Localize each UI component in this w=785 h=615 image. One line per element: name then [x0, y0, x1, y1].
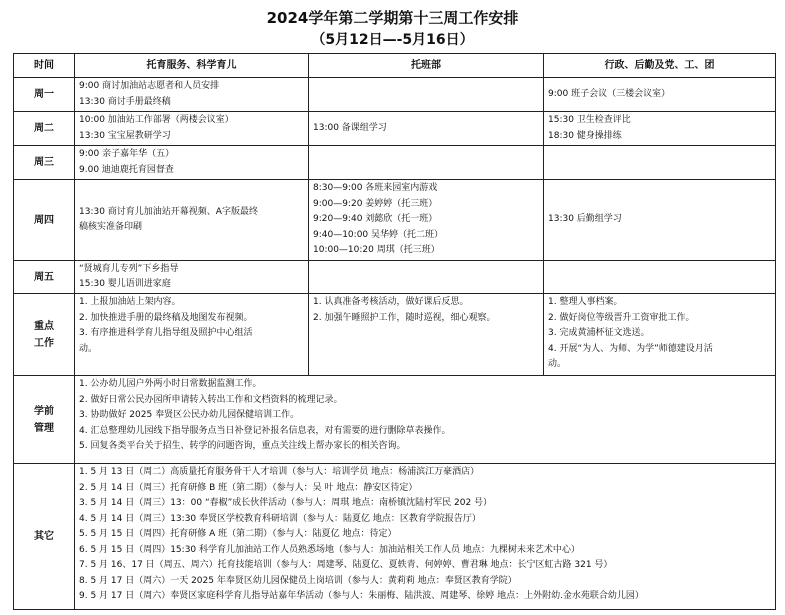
day-label: 周三: [14, 146, 75, 180]
page-title: 2024学年第二学期第十三周工作安排: [266, 9, 519, 27]
preschool-management-label: [14, 376, 75, 464]
thursday-admin-cell: [544, 180, 776, 261]
day-row-thursday: [14, 180, 776, 261]
other-item: 1. 5 月 13 日（周二）高质量托育服务骨干人才培训（参与人：培训学员 地点：杨浦滨江万豪酒店）: [79, 467, 480, 477]
preschool-label-bottom: 管理: [34, 422, 54, 434]
other-item: 9. 5 月 17 日（周六）奉贤区家庭科学育儿指导站嘉年华活动（参与人：朱丽梅、陆洪波、周建琴、徐婷 地点：上外附幼.金水苑联合幼儿园）: [79, 591, 644, 601]
preschool-item: 5. 回复各类平台关于招生、转学的问题咨询，重点关注线上帮办家长的相关咨询。: [79, 441, 406, 451]
focus-admin-cell: [544, 294, 776, 376]
schedule-entry: 稿核实准备印刷: [79, 222, 143, 232]
wednesday-childcare-cell: [75, 146, 309, 180]
schedule-entry: 9:00 班子会议（三楼会议室）: [548, 88, 671, 99]
schedule-entry: 13:30 商讨手册最终稿: [79, 96, 171, 107]
schedule-entry: 13:00 备课组学习: [313, 122, 387, 133]
day-row-friday: [14, 261, 776, 294]
focus-item: 2. 加强午睡照护工作，随时巡视，细心观察。: [313, 312, 496, 323]
preschool-label-top: 学前: [34, 405, 54, 417]
focus-nursery-cell: [309, 294, 544, 376]
schedule-entry: 9:40—10:00 吴华婷（托二班）: [313, 229, 444, 240]
focus-item: 2. 做好岗位等级晋升工资审批工作。: [548, 312, 695, 323]
focus-item: 3. 有序推进科学育儿指导组及照护中心组活: [79, 328, 253, 338]
other-item: 8. 5 月 17 日（周六）一天 2025 年奉贤区幼儿园保健员上岗培训（参与人：黄莉莉 地点：奉贤区教育学院）: [79, 575, 517, 586]
focus-work-label: [14, 294, 75, 376]
friday-admin-cell: [544, 261, 776, 294]
thursday-childcare-cell: [75, 180, 309, 261]
other-label: 其它: [14, 464, 75, 610]
schedule-entry: 13:30 宝宝屋教研学习: [79, 130, 171, 141]
other-item: 5. 5 月 15 日（周四）托育研修 A 班（第二期）（参与人：陆夏亿 地点：待定）: [79, 529, 397, 539]
header-nursery-department: 托班部: [309, 54, 544, 78]
preschool-management-row: [14, 376, 776, 464]
schedule-entry: 9:00 亲子嘉年华（五）: [79, 149, 175, 159]
preschool-item: 4. 汇总整理幼儿园线下指导服务点当日补登记补报名信息表，对有需要的进行删除草表操作。: [79, 425, 451, 436]
tuesday-nursery-cell: [309, 112, 544, 146]
preschool-item: 2. 做好日常公民办园所申请转入转出工作和文档资料的梳理记录。: [79, 394, 343, 405]
focus-item: 动。: [79, 343, 98, 354]
schedule-entry: 9:00—9:20 姜婷婷（托三班）: [313, 198, 438, 209]
day-row-wednesday: [14, 146, 776, 180]
wednesday-nursery-cell: [309, 146, 544, 180]
other-item: 6. 5 月 15 日（周四）15:30 科学育儿加油站工作人员熟悉场地（参与人：加油站相关工作人员 地点：九棵树未来艺术中心）: [79, 544, 580, 555]
schedule-table: [13, 53, 776, 610]
other-cell: [75, 464, 776, 610]
header-time: 时间: [14, 54, 75, 78]
day-label: 周一: [14, 78, 75, 112]
friday-childcare-cell: [75, 261, 309, 294]
day-row-monday: [14, 78, 776, 112]
focus-item: 2. 加快推进手册的最终稿及地图发布视频。: [79, 312, 253, 323]
focus-childcare-cell: [75, 294, 309, 376]
header-row: [14, 54, 776, 78]
day-label: 周五: [14, 261, 75, 294]
schedule-entry: “贤城育儿专列”下乡指导: [79, 263, 179, 274]
schedule-entry: 13:30 商讨育儿加油站开幕视频、A字版最终: [79, 206, 258, 217]
other-item: 7. 5 月 16、17 日（周五、周六）托育技能培训（参与人：周建琴、陆夏亿、夏轶青、何婷婷、曹君琳 地点：长宁区虹古路 321 号）: [79, 560, 613, 570]
monday-nursery-cell: [309, 78, 544, 112]
focus-label-top: 重点: [34, 320, 54, 332]
friday-nursery-cell: [309, 261, 544, 294]
schedule-entry: 15:30 卫生检查评比: [548, 115, 631, 125]
focus-label-bottom: 工作: [34, 337, 54, 349]
schedule-entry: 15:30 婴儿语训进家庭: [79, 279, 171, 289]
day-label: 周二: [14, 112, 75, 146]
other-item: 4. 5 月 14 日（周三）13:30 奉贤区学校教育科研培训（参与人：陆夏亿 地点：区教育学院报告厅）: [79, 513, 481, 524]
header-admin-logistics: 行政、后勤及党、工、团: [544, 54, 776, 78]
thursday-nursery-cell: [309, 180, 544, 261]
focus-item: 1. 整理人事档案。: [548, 297, 623, 307]
schedule-entry: 8:30—9:00 各班来园室内游戏: [313, 183, 438, 194]
focus-item: 1. 认真准备考核活动，做好课后反思。: [313, 297, 469, 307]
date-range-subtitle: （5月12日—-5月16日）: [311, 32, 474, 48]
preschool-management-cell: [75, 376, 776, 464]
day-label: 周四: [14, 180, 75, 261]
schedule-entry: 10:00 加油站工作部署（两楼会议室）: [79, 115, 234, 125]
schedule-entry: 9:20—9:40 刘懿欣（托一班）: [313, 214, 438, 225]
other-row: [14, 464, 776, 610]
schedule-entry: 13:30 后勤组学习: [548, 214, 622, 225]
monday-childcare-cell: [75, 78, 309, 112]
other-item: 3. 5 月 14 日（周三）13：00 “春椒”成长伙伴活动（参与人：周琪 地点：南桥镇沈陆村军民 202 号）: [79, 498, 493, 508]
tuesday-childcare-cell: [75, 112, 309, 146]
other-item: 2. 5 月 14 日（周三）托育研修 B 班（第二期）（参与人：吴 叶 地点：静安区待定）: [79, 482, 418, 493]
tuesday-admin-cell: [544, 112, 776, 146]
preschool-item: 1. 公办幼儿园户外两小时日常数据监测工作。: [79, 379, 262, 389]
schedule-entry: 9.00 迪迪鹿托育园督查: [79, 164, 174, 175]
focus-work-row: [14, 294, 776, 376]
schedule-entry: 18:30 健身操排练: [548, 130, 622, 141]
focus-item: 1. 上报加油站上架内容。: [79, 297, 181, 307]
preschool-item: 3. 协助做好 2025 奉贤区公民办幼儿园保健培训工作。: [79, 410, 300, 420]
focus-item: 动。: [548, 359, 567, 369]
schedule-entry: 9:00 商讨加油站志愿者和人员安排: [79, 81, 220, 91]
wednesday-admin-cell: [544, 146, 776, 180]
schedule-entry: 10:00—10:20 周琪（托三班）: [313, 245, 440, 256]
day-row-tuesday: [14, 112, 776, 146]
monday-admin-cell: [544, 78, 776, 112]
focus-item: 4. 开展“为人、为师、为学”师德建设月活: [548, 343, 713, 354]
focus-item: 3. 完成黄浦杯征文选送。: [548, 328, 650, 338]
header-childcare-service: 托育服务、科学育儿: [75, 54, 309, 78]
